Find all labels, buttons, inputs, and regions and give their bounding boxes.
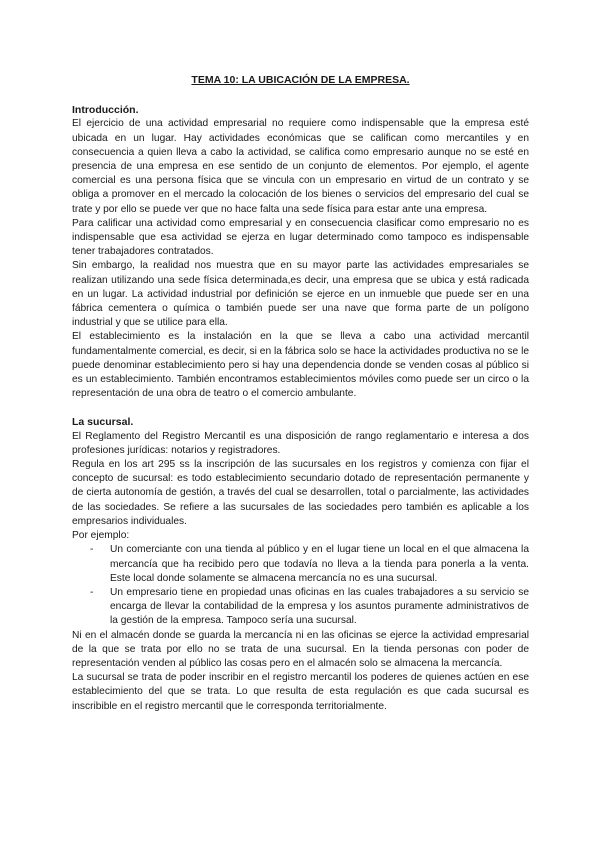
list-item bbox=[90, 586, 529, 629]
section-heading-introduccion: Introducción. bbox=[72, 104, 139, 117]
example-list bbox=[72, 543, 529, 628]
document-body bbox=[72, 73, 529, 714]
section-heading-sucursal: La sucursal. bbox=[72, 416, 134, 429]
paragraph: El ejercicio de una actividad empresarial no requiere como indispensable que la empresa esté ubicada en un lugar. Hay actividades económicas que se califican como mercantiles y en consecuencia a quien lleva a cabo la actividad, se califica como empresario aunque no se esté en presencia de una empresa en ese sentido de un conjunto de elementos. Por ejemplo, el agente comercial es una persona física que se vincula con un empresario en virtud de un contrato y se obliga a promover en el mercado la colocación de los bienes o servicios del empresario del cual se trate y por ello se puede ver que no hace falta una sede física para estar ante una empresa. bbox=[72, 118, 529, 215]
dash-bullet: - bbox=[90, 544, 94, 556]
paragraph: El establecimiento es la instalación en la que se lleva a cabo una actividad mercantil fundamentalmente comercial, es decir, si en la fábrica solo se hace la actividades productiva no se le puede denominar establecimiento pero si hay una dependencia donde se venden cosas al público si es un establecimiento. También encontramos establecimientos móviles como puede ser un circo o la representación de una obra de teatro o el comercio ambulante. bbox=[72, 331, 529, 400]
paragraph: El Reglamento del Registro Mercantil es una disposición de rango reglamentario e interesa a dos profesiones jurídicas: notarios y registradores. bbox=[72, 430, 529, 456]
dash-bullet: - bbox=[90, 586, 94, 598]
paragraph: Regula en los art 295 ss la inscripción de las sucursales en los registros y comienza con fijar el concepto de sucursal: es todo establecimiento secundario dotado de representación permanente y de cierta autonomía de gestión, a través del cual se desarrollen, total o parcialmente, las actividades de las sociedades. Se refiere a las sucursales de las sociedades pero también es aplicable a los empresarios individuales. bbox=[72, 459, 529, 527]
paragraph: Sin embargo, la realidad nos muestra que en su mayor parte las actividades empresariales se realizan utilizando una sede física determinada,es decir, una empresa que se ubica y está radicada en un lugar. La actividad industrial por definición se ejerce en un inmueble que puede ser en una fábrica cementera o química o también puede ser una nave que forma parte de un polígono industrial y que se utilice para ella. bbox=[72, 260, 529, 329]
paragraph: Ni en el almacén donde se guarda la mercancía ni en las oficinas se ejerce la actividad empresarial de la que se trata por ello no se trata de una sucursal. En la tienda personas con poder de representación venden al público las cosas pero en el almacén solo se almacena la mercancía. bbox=[72, 629, 529, 669]
document-title: TEMA 10: LA UBICACIÓN DE LA EMPRESA. bbox=[191, 74, 410, 86]
list-item bbox=[90, 543, 529, 586]
list-item-text: Un comerciante con una tienda al público y en el lugar tiene un local en el que almacena la mercancía que ha recibido pero que todavía no lleva a la tienda para ponerla a la venta. Este local donde solamente se almacena mercancía no es una sucursal. bbox=[110, 544, 529, 584]
section-sucursal bbox=[72, 415, 529, 713]
paragraph: Para calificar una actividad como empresarial y en consecuencia clasificar como empresario no es indispensable que esa actividad se ejerza en lugar determinado como tampoco es indispensable tener trabajadores contratados. bbox=[72, 217, 529, 258]
paragraph: La sucursal se trata de poder inscribir en el registro mercantil los poderes de quienes actúen en ese establecimiento del que se trata. Lo que resulta de esta regulación es que cada sucursal es inscribible en el registro mercantil que le corresponda territorialmente. bbox=[72, 672, 529, 712]
list-item-text: Un empresario tiene en propiedad unas oficinas en las cuales trabajadores a su servicio se encarga de llevar la contabilidad de la empresa y los asuntos puramente administrativos de la gestión de la empresa. Tampoco sería una sucursal. bbox=[110, 586, 529, 627]
paragraph: Por ejemplo: bbox=[72, 530, 130, 542]
section-introduccion bbox=[72, 103, 529, 401]
